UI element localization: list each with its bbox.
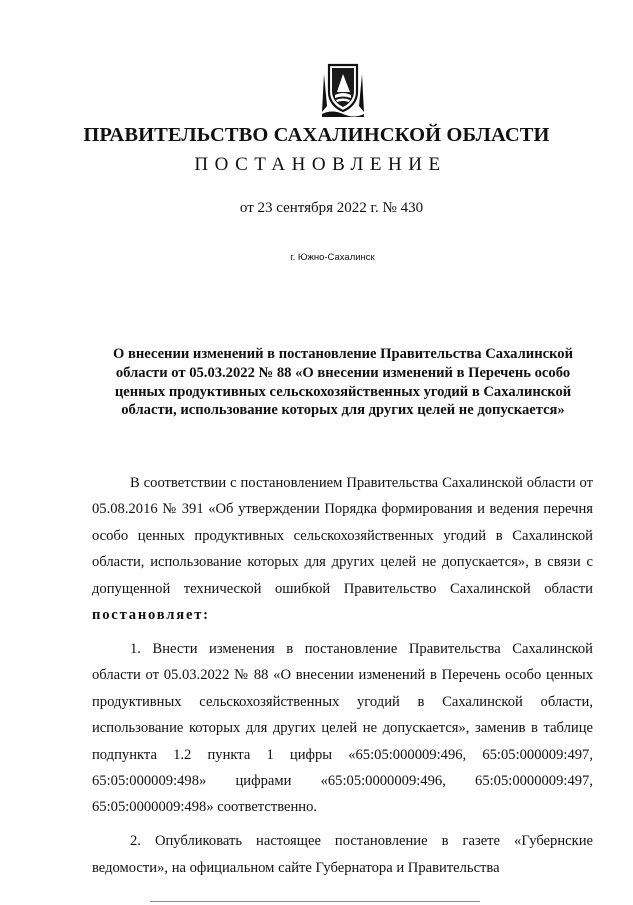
page-edge-line xyxy=(150,901,480,902)
document-heading: О внесении изменений в постановление Правительства Сахалинской области от 05.03.2022 № 88 «О внесении изменений в Перечень особо ценных продуктивных сельскохозяйственных угодий в Сахалинской области, использование которых для других целей не допускается» xyxy=(112,346,574,419)
preamble-paragraph xyxy=(92,470,593,628)
document-type: ПОСТАНОВЛЕНИЕ xyxy=(194,154,447,175)
preamble-text: В соответствии с постановлением Правительства Сахалинской области от 05.08.2016 № 391 «Об утверждении Порядка формирования и ведения перечня особо ценных продуктивных сельскохозяйственных угодий в Сахалинской области, использование которых для других целей не допускается», в связи с допущенной технической ошибкой Правительство Сахалинской области xyxy=(92,475,593,597)
item-1-paragraph: 1. Внести изменения в постановление Правительства Сахалинской области от 05.03.2022 № 88 «О внесении изменений в Перечень особо ценных продуктивных сельскохозяйственных угодий в Сахалинской области, использование которых для других целей не допускается», заменив в таблице подпункта 1.2 пункта 1 цифры «65:05:000009:496, 65:05:000009:497, 65:05:000009:498» цифрами «65:05:0000009:496, 65:05:0000009:497, 65:05:0000009:498» соответственно. xyxy=(92,640,593,816)
item-2-paragraph: 2. Опубликовать настоящее постановление в газете «Губернские ведомости», на официальном сайте Губернатора и Правительства xyxy=(92,833,593,876)
coat-of-arms-icon xyxy=(320,62,366,118)
document-city: г. Южно-Сахалинск xyxy=(290,252,375,263)
document-body xyxy=(92,470,593,881)
decree-word: постановляет: xyxy=(92,607,210,624)
document-date-number: от 23 сентября 2022 г. № 430 xyxy=(239,200,424,216)
government-title: ПРАВИТЕЛЬСТВО САХАЛИНСКОЙ ОБЛАСТИ xyxy=(83,124,550,146)
